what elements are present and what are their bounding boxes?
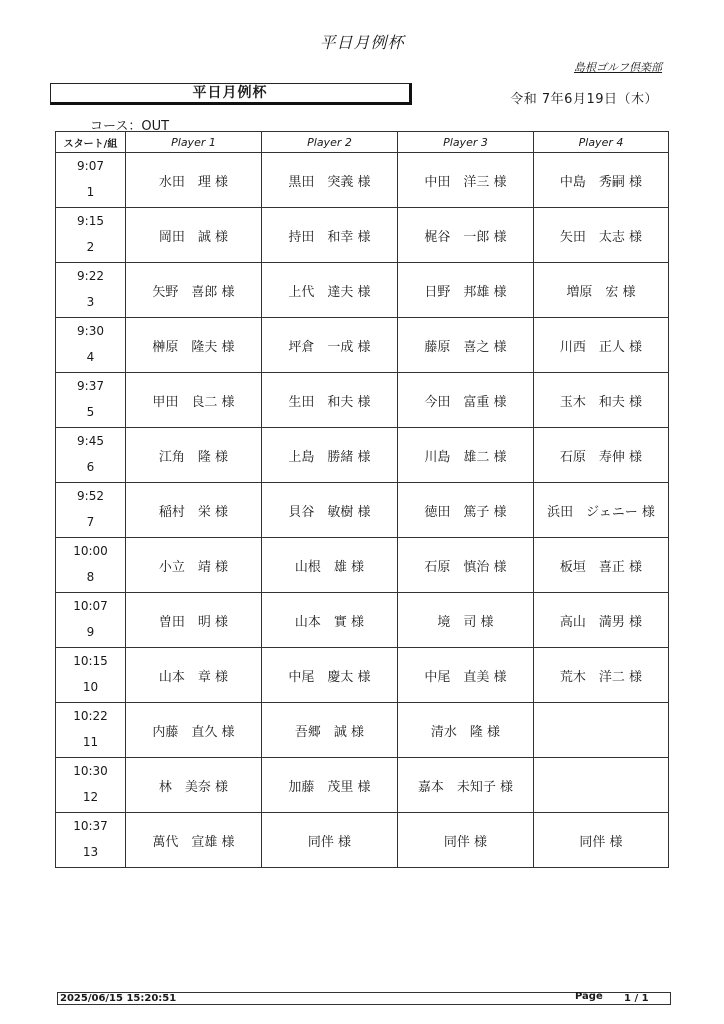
player-4-cell: 川西 正人 様: [534, 318, 669, 373]
document-title: 平日月例杯: [319, 33, 405, 52]
start-time: 9:22: [77, 269, 104, 283]
table-row: [56, 483, 669, 538]
player-1-cell: 矢野 喜郎 様: [126, 263, 262, 318]
tee-time-table: [55, 131, 669, 868]
player-4-cell: 板垣 喜正 様: [534, 538, 669, 593]
player-1-cell: 岡田 誠 様: [126, 208, 262, 263]
player-4-cell: 石原 寿伸 様: [534, 428, 669, 483]
page-label: Page: [575, 991, 603, 1002]
group-number: 6: [86, 460, 95, 474]
player-4-cell: 玉木 和夫 様: [534, 373, 669, 428]
player-3-cell: 同伴 様: [398, 813, 534, 868]
player-4-cell: 矢田 太志 様: [534, 208, 669, 263]
player-3-cell: 中田 洋三 様: [398, 153, 534, 208]
table-row: [56, 153, 669, 208]
group-number: 12: [82, 790, 99, 804]
column-header-player-3: Player 3: [398, 132, 534, 153]
player-4-cell: 高山 満男 様: [534, 593, 669, 648]
player-1-cell: 曽田 明 様: [126, 593, 262, 648]
player-2-cell: 生田 和夫 様: [262, 373, 398, 428]
player-3-cell: 梶谷 一郎 様: [398, 208, 534, 263]
start-time: 10:00: [73, 544, 108, 558]
player-2-cell: 黒田 突義 様: [262, 153, 398, 208]
table-row: [56, 648, 669, 703]
start-group-cell: [56, 593, 126, 648]
player-2-cell: 吾郷 誠 様: [262, 703, 398, 758]
player-3-cell: 石原 慎治 様: [398, 538, 534, 593]
player-4-cell: 同伴 様: [534, 813, 669, 868]
page-number: 1 / 1: [624, 993, 649, 1004]
start-time: 9:15: [77, 214, 104, 228]
player-4-cell: 荒木 洋二 様: [534, 648, 669, 703]
start-group-cell: [56, 153, 126, 208]
event-date: 令和 7年6月19日（木）: [510, 92, 658, 107]
column-header-player-1: Player 1: [126, 132, 262, 153]
player-1-cell: 稲村 栄 様: [126, 483, 262, 538]
player-4-cell: [534, 758, 669, 813]
player-2-cell: 持田 和幸 様: [262, 208, 398, 263]
player-1-cell: 萬代 宣雄 様: [126, 813, 262, 868]
group-number: 2: [86, 240, 95, 254]
player-2-cell: 上島 勝緒 様: [262, 428, 398, 483]
start-time: 10:37: [73, 819, 108, 833]
start-time: 10:07: [73, 599, 108, 613]
player-2-cell: 上代 達夫 様: [262, 263, 398, 318]
start-group-cell: [56, 648, 126, 703]
print-timestamp: 2025/06/15 15:20:51: [60, 993, 177, 1004]
group-number: 9: [86, 625, 95, 639]
course-label: コース：OUT: [90, 119, 170, 134]
player-1-cell: 内藤 直久 様: [126, 703, 262, 758]
player-2-cell: 同伴 様: [262, 813, 398, 868]
start-time: 9:52: [77, 489, 104, 503]
table-row: [56, 758, 669, 813]
group-number: 4: [86, 350, 95, 364]
group-number: 8: [86, 570, 95, 584]
table-row: [56, 263, 669, 318]
start-group-cell: [56, 483, 126, 538]
player-3-cell: 今田 富重 様: [398, 373, 534, 428]
start-group-cell: [56, 263, 126, 318]
player-1-cell: 水田 理 様: [126, 153, 262, 208]
start-group-cell: [56, 758, 126, 813]
player-2-cell: 中尾 慶太 様: [262, 648, 398, 703]
table-row: [56, 373, 669, 428]
start-time: 9:45: [77, 434, 104, 448]
event-title: 平日月例杯: [50, 83, 412, 105]
start-time: 9:37: [77, 379, 104, 393]
player-3-cell: 中尾 直美 様: [398, 648, 534, 703]
table-row: [56, 538, 669, 593]
player-2-cell: 山根 雄 様: [262, 538, 398, 593]
start-time: 10:15: [73, 654, 108, 668]
player-1-cell: 山本 章 様: [126, 648, 262, 703]
start-group-cell: [56, 208, 126, 263]
player-4-cell: 浜田 ジェニー 様: [534, 483, 669, 538]
group-number: 3: [86, 295, 95, 309]
club-name: 島根ゴルフ倶楽部: [574, 61, 662, 74]
player-1-cell: 江角 隆 様: [126, 428, 262, 483]
player-1-cell: 林 美奈 様: [126, 758, 262, 813]
player-1-cell: 榊原 隆夫 様: [126, 318, 262, 373]
table-row: [56, 703, 669, 758]
player-3-cell: 境 司 様: [398, 593, 534, 648]
player-4-cell: 中島 秀嗣 様: [534, 153, 669, 208]
column-header-player-4: Player 4: [534, 132, 669, 153]
player-3-cell: 嘉本 未知子 様: [398, 758, 534, 813]
player-2-cell: 山本 實 様: [262, 593, 398, 648]
start-time: 9:07: [77, 159, 104, 173]
start-group-cell: [56, 373, 126, 428]
start-group-cell: [56, 428, 126, 483]
player-4-cell: [534, 703, 669, 758]
start-group-cell: [56, 703, 126, 758]
player-4-cell: 増原 宏 様: [534, 263, 669, 318]
table-header-row: [56, 132, 669, 153]
player-3-cell: 徳田 篤子 様: [398, 483, 534, 538]
player-2-cell: 貝谷 敏樹 様: [262, 483, 398, 538]
group-number: 5: [86, 405, 95, 419]
group-number: 13: [82, 845, 99, 859]
player-3-cell: 川島 雄二 様: [398, 428, 534, 483]
player-1-cell: 甲田 良二 様: [126, 373, 262, 428]
group-number: 7: [86, 515, 95, 529]
start-time: 10:30: [73, 764, 108, 778]
player-2-cell: 加藤 茂里 様: [262, 758, 398, 813]
start-time: 10:22: [73, 709, 108, 723]
table-row: [56, 593, 669, 648]
table-row: [56, 318, 669, 373]
start-group-cell: [56, 813, 126, 868]
table-row: [56, 208, 669, 263]
start-time: 9:30: [77, 324, 104, 338]
player-3-cell: 藤原 喜之 様: [398, 318, 534, 373]
player-3-cell: 日野 邦雄 様: [398, 263, 534, 318]
table-row: [56, 428, 669, 483]
group-number: 10: [82, 680, 99, 694]
player-2-cell: 坪倉 一成 様: [262, 318, 398, 373]
player-3-cell: 清水 隆 様: [398, 703, 534, 758]
column-header-player-2: Player 2: [262, 132, 398, 153]
player-1-cell: 小立 靖 様: [126, 538, 262, 593]
group-number: 1: [86, 185, 95, 199]
start-group-cell: [56, 318, 126, 373]
table-row: [56, 813, 669, 868]
column-header-start-group: スタート/組: [56, 132, 126, 153]
group-number: 11: [82, 735, 99, 749]
start-group-cell: [56, 538, 126, 593]
